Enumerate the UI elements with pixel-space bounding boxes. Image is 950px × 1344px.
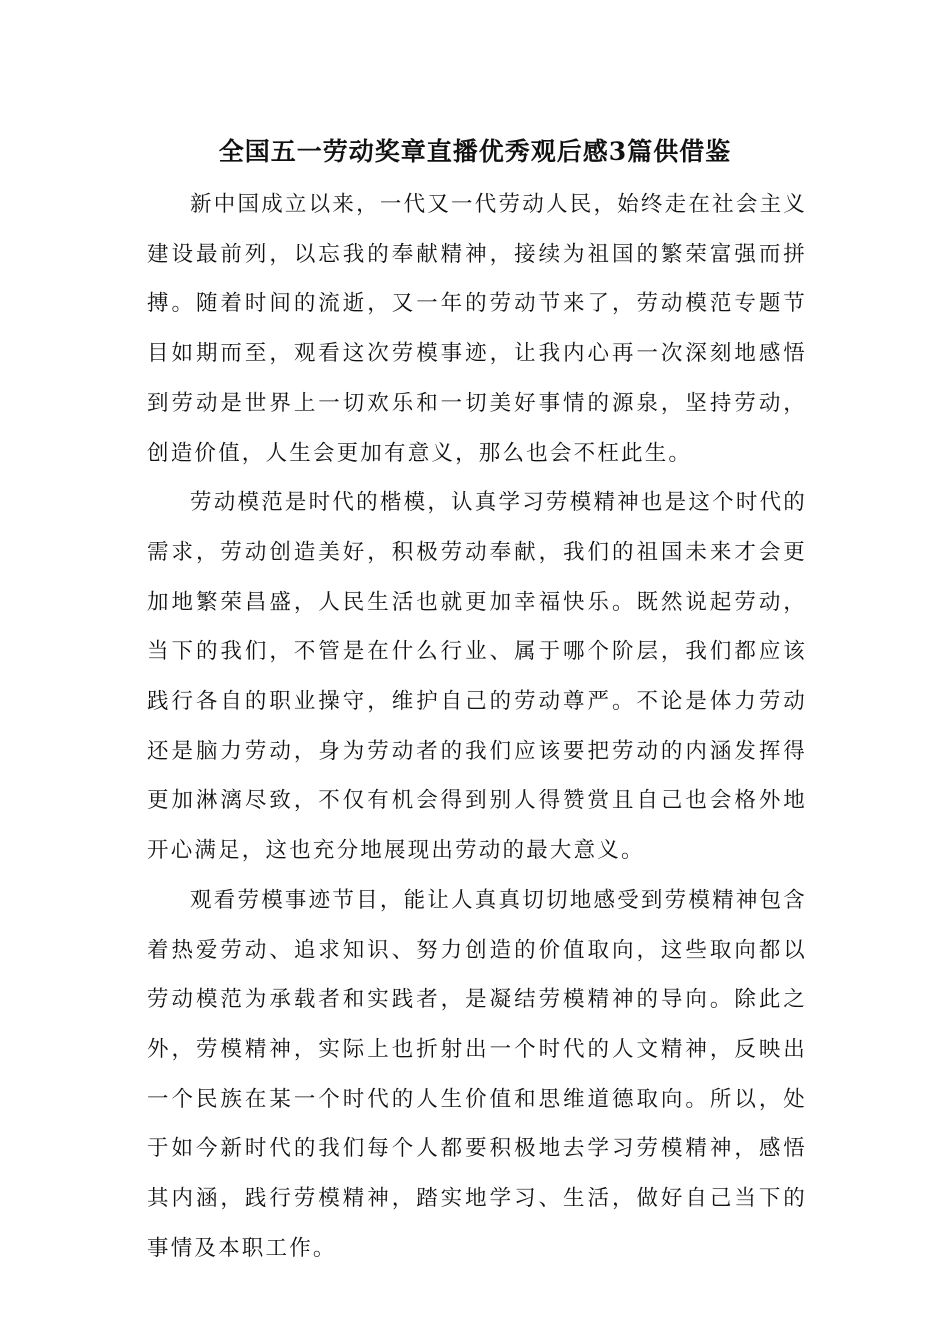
paragraph-3: 观看劳模事迹节目，能让人真真切切地感受到劳模精神包含着热爱劳动、追求知识、努力创造的价值取向，这些取向都以劳动模范为承载者和实践者，是凝结劳模精神的导向。除此之外，劳模精神，实际上也折射出一个时代的人文精神，反映出一个民族在某一个时代的人生价值和思维道德取向。所以，处于如今新时代的我们每个人都要积极地去学习劳模精神，感悟其内涵，践行劳模精神，踏实地学习、生活，做好自己当下的事情及本职工作。 — [147, 887, 807, 1261]
paragraph-2: 劳动模范是时代的楷模，认真学习劳模精神也是这个时代的需求，劳动创造美好，积极劳动奉献，我们的祖国未来才会更加地繁荣昌盛，人民生活也就更加幸福快乐。既然说起劳动，当下的我们，不管是在什么行业、属于哪个阶层，我们都应该践行各自的职业操守，维护自己的劳动尊严。不论是体力劳动还是脑力劳动，身为劳动者的我们应该要把劳动的内涵发挥得更加淋漓尽致，不仅有机会得到别人得赞赏且自己也会格外地开心满足，这也充分地展现出劳动的最大意义。 — [147, 490, 807, 864]
document-title: 全国五一劳动奖章直播优秀观后感3篇供借鉴 — [218, 137, 732, 166]
paragraph-1: 新中国成立以来，一代又一代劳动人民，始终走在社会主义建设最前列，以忘我的奉献精神，接续为祖国的繁荣富强而拼搏。随着时间的流逝，又一年的劳动节来了，劳动模范专题节目如期而至，观看这次劳模事迹，让我内心再一次深刻地感悟到劳动是世界上一切欢乐和一切美好事情的源泉，坚持劳动，创造价值，人生会更加有意义，那么也会不枉此生。 — [147, 192, 807, 466]
document-body — [147, 180, 807, 1273]
